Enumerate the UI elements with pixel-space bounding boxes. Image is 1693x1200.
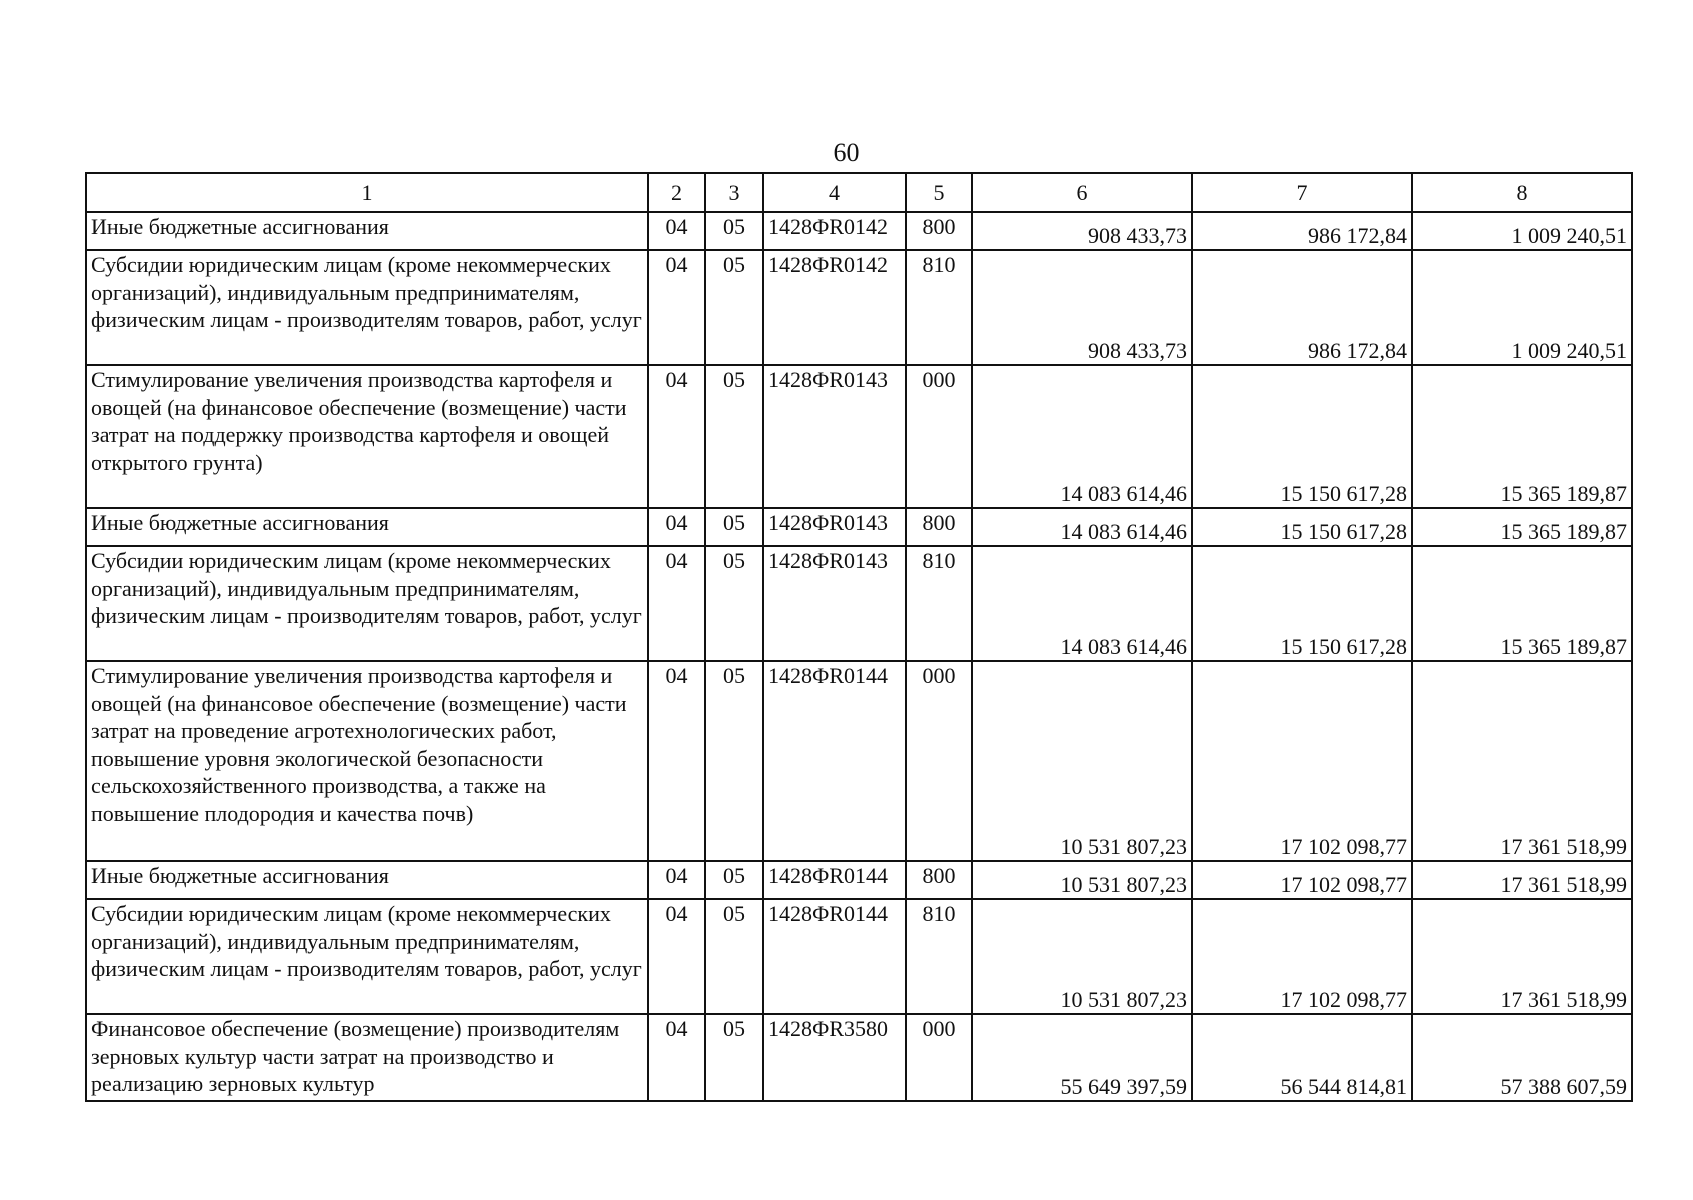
row-amount-8: 1 009 240,51 bbox=[1412, 250, 1632, 365]
table-row bbox=[86, 250, 1632, 365]
row-amount-6: 10 531 807,23 bbox=[972, 661, 1192, 861]
table-row bbox=[86, 546, 1632, 661]
table-row bbox=[86, 899, 1632, 1014]
row-name: Стимулирование увеличения производства картофеля и овощей (на финансовое обеспечение (возмещение) части затрат на поддержку производства картофеля и овощей открытого грунта) bbox=[86, 365, 648, 508]
row-amount-7: 986 172,84 bbox=[1192, 250, 1412, 365]
row-amount-8: 17 361 518,99 bbox=[1412, 861, 1632, 899]
row-amount-6: 908 433,73 bbox=[972, 250, 1192, 365]
row-amount-7: 15 150 617,28 bbox=[1192, 508, 1412, 546]
row-amount-6: 14 083 614,46 bbox=[972, 508, 1192, 546]
row-subsection: 05 bbox=[705, 250, 763, 365]
row-amount-8: 17 361 518,99 bbox=[1412, 899, 1632, 1014]
row-amount-8: 15 365 189,87 bbox=[1412, 365, 1632, 508]
header-row bbox=[86, 173, 1632, 212]
row-expense-type: 810 bbox=[906, 899, 972, 1014]
row-target-article: 1428ФR0144 bbox=[763, 899, 906, 1014]
row-target-article: 1428ФR0143 bbox=[763, 365, 906, 508]
row-name: Стимулирование увеличения производства картофеля и овощей (на финансовое обеспечение (возмещение) части затрат на проведение агротехнологических работ, повышение уровня экологической безопасности сельскохозяйственного производства, а также на повышение плодородия и качества почв) bbox=[86, 661, 648, 861]
row-expense-type: 000 bbox=[906, 1014, 972, 1101]
column-header: 8 bbox=[1412, 173, 1632, 212]
row-amount-8: 15 365 189,87 bbox=[1412, 546, 1632, 661]
column-header: 4 bbox=[763, 173, 906, 212]
row-subsection: 05 bbox=[705, 1014, 763, 1101]
column-header: 2 bbox=[648, 173, 705, 212]
row-name: Субсидии юридическим лицам (кроме некоммерческих организаций), индивидуальным предпринимателям, физическим лицам - производителям товаров, работ, услуг bbox=[86, 899, 648, 1014]
row-subsection: 05 bbox=[705, 212, 763, 250]
column-header: 1 bbox=[86, 173, 648, 212]
row-expense-type: 810 bbox=[906, 546, 972, 661]
row-target-article: 1428ФR0143 bbox=[763, 546, 906, 661]
row-amount-7: 56 544 814,81 bbox=[1192, 1014, 1412, 1101]
row-amount-6: 14 083 614,46 bbox=[972, 546, 1192, 661]
row-name: Иные бюджетные ассигнования bbox=[86, 508, 648, 546]
row-section: 04 bbox=[648, 212, 705, 250]
row-amount-7: 986 172,84 bbox=[1192, 212, 1412, 250]
row-name: Субсидии юридическим лицам (кроме некоммерческих организаций), индивидуальным предпринимателям, физическим лицам - производителям товаров, работ, услуг bbox=[86, 250, 648, 365]
page-number: 60 bbox=[833, 138, 860, 167]
row-target-article: 1428ФR3580 bbox=[763, 1014, 906, 1101]
row-amount-6: 55 649 397,59 bbox=[972, 1014, 1192, 1101]
row-expense-type: 810 bbox=[906, 250, 972, 365]
row-expense-type: 000 bbox=[906, 365, 972, 508]
row-subsection: 05 bbox=[705, 861, 763, 899]
row-name: Финансовое обеспечение (возмещение) производителям зерновых культур части затрат на производство и реализацию зерновых культур bbox=[86, 1014, 648, 1101]
row-expense-type: 800 bbox=[906, 212, 972, 250]
row-section: 04 bbox=[648, 861, 705, 899]
row-amount-7: 17 102 098,77 bbox=[1192, 661, 1412, 861]
row-section: 04 bbox=[648, 508, 705, 546]
row-amount-7: 15 150 617,28 bbox=[1192, 365, 1412, 508]
row-subsection: 05 bbox=[705, 508, 763, 546]
row-target-article: 1428ФR0143 bbox=[763, 508, 906, 546]
row-name: Иные бюджетные ассигнования bbox=[86, 212, 648, 250]
row-target-article: 1428ФR0144 bbox=[763, 861, 906, 899]
table-row bbox=[86, 661, 1632, 861]
row-amount-6: 14 083 614,46 bbox=[972, 365, 1192, 508]
row-name: Субсидии юридическим лицам (кроме некоммерческих организаций), индивидуальным предпринимателям, физическим лицам - производителям товаров, работ, услуг bbox=[86, 546, 648, 661]
table-row bbox=[86, 212, 1632, 250]
table-row bbox=[86, 365, 1632, 508]
row-amount-6: 10 531 807,23 bbox=[972, 861, 1192, 899]
row-section: 04 bbox=[648, 365, 705, 508]
row-target-article: 1428ФR0144 bbox=[763, 661, 906, 861]
row-amount-8: 1 009 240,51 bbox=[1412, 212, 1632, 250]
column-header: 3 bbox=[705, 173, 763, 212]
row-section: 04 bbox=[648, 546, 705, 661]
row-amount-6: 908 433,73 bbox=[972, 212, 1192, 250]
table-row bbox=[86, 1014, 1632, 1101]
row-expense-type: 000 bbox=[906, 661, 972, 861]
row-name: Иные бюджетные ассигнования bbox=[86, 861, 648, 899]
row-subsection: 05 bbox=[705, 661, 763, 861]
column-header: 7 bbox=[1192, 173, 1412, 212]
budget-table bbox=[85, 172, 1633, 1102]
row-amount-7: 15 150 617,28 bbox=[1192, 546, 1412, 661]
row-section: 04 bbox=[648, 1014, 705, 1101]
row-section: 04 bbox=[648, 899, 705, 1014]
row-amount-7: 17 102 098,77 bbox=[1192, 861, 1412, 899]
row-target-article: 1428ФR0142 bbox=[763, 250, 906, 365]
row-amount-6: 10 531 807,23 bbox=[972, 899, 1192, 1014]
row-section: 04 bbox=[648, 250, 705, 365]
row-amount-8: 15 365 189,87 bbox=[1412, 508, 1632, 546]
row-expense-type: 800 bbox=[906, 861, 972, 899]
row-expense-type: 800 bbox=[906, 508, 972, 546]
row-amount-8: 57 388 607,59 bbox=[1412, 1014, 1632, 1101]
column-header: 6 bbox=[972, 173, 1192, 212]
row-subsection: 05 bbox=[705, 546, 763, 661]
row-subsection: 05 bbox=[705, 365, 763, 508]
column-header: 5 bbox=[906, 173, 972, 212]
table-row bbox=[86, 861, 1632, 899]
row-amount-7: 17 102 098,77 bbox=[1192, 899, 1412, 1014]
row-section: 04 bbox=[648, 661, 705, 861]
row-amount-8: 17 361 518,99 bbox=[1412, 661, 1632, 861]
table-row bbox=[86, 508, 1632, 546]
row-subsection: 05 bbox=[705, 899, 763, 1014]
row-target-article: 1428ФR0142 bbox=[763, 212, 906, 250]
